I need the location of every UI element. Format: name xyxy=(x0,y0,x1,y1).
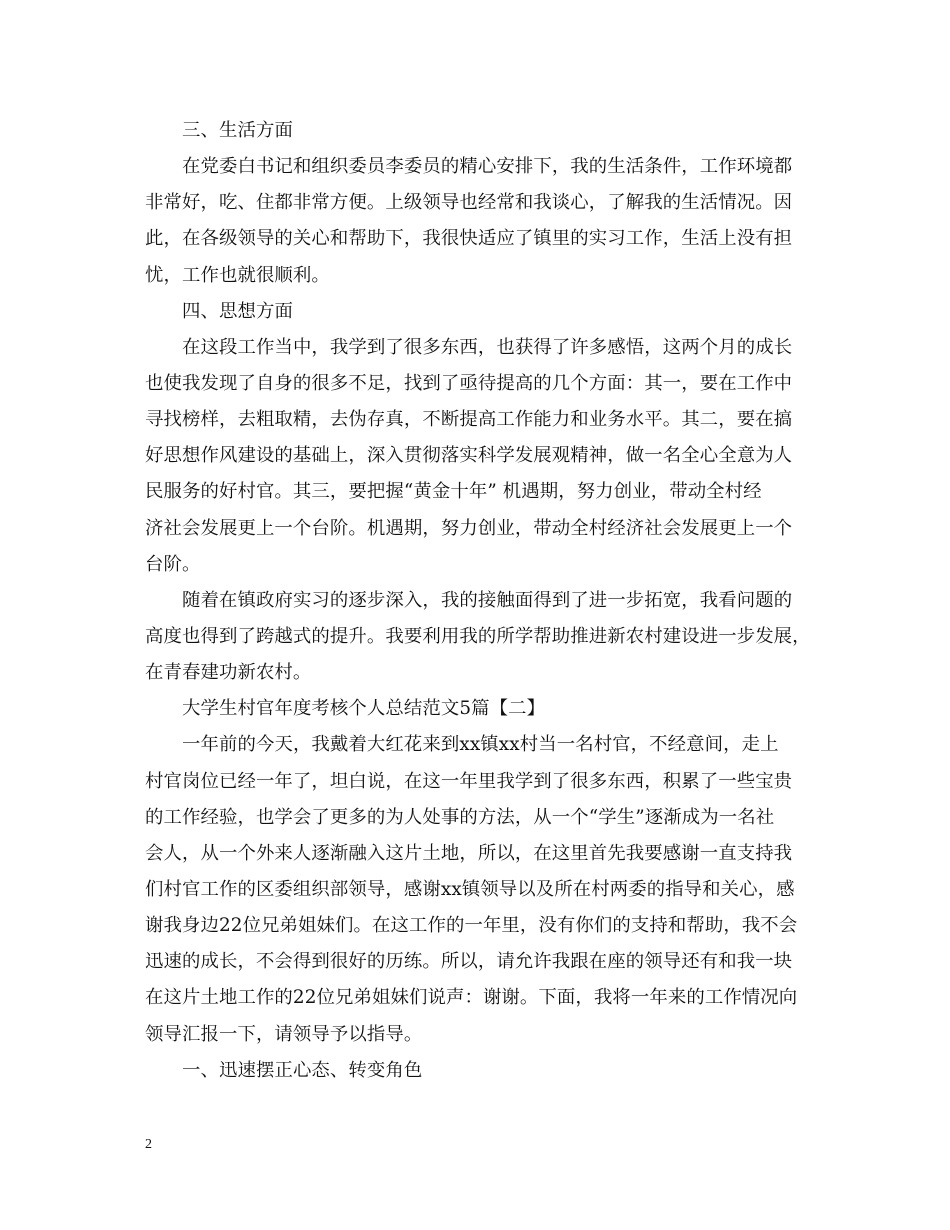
document-body xyxy=(145,113,810,1089)
paragraph-line: 济社会发展更上一个台阶。机遇期，努力创业，带动全村经济社会发展更上一个 xyxy=(145,517,793,539)
section-heading-thought: 四、思想方面 xyxy=(182,300,293,322)
paragraph-line: 在这片土地工作的22位兄弟姐妹们说声：谢谢。下面，我将一年来的工作情况向 xyxy=(145,987,798,1009)
paragraph-line: 寻找榜样，去粗取精，去伪存真，不断提高工作能力和业务水平。其二，要在搞 xyxy=(145,409,793,431)
paragraph-line: 领导汇报一下，请领导予以指导。 xyxy=(145,1023,423,1045)
paragraph-line: 好思想作风建设的基础上，深入贯彻落实科学发展观精神，做一名全心全意为人 xyxy=(145,445,793,467)
paragraph-line: 在党委白书记和组织委员李委员的精心安排下，我的生活条件，工作环境都 xyxy=(182,156,793,178)
section-heading-life: 三、生活方面 xyxy=(182,120,293,141)
paragraph-line: 村官岗位已经一年了，坦白说，在这一年里我学到了很多东西，积累了一些宝贵 xyxy=(145,770,793,792)
paragraph-line: 忧，工作也就很顺利。 xyxy=(145,264,330,286)
paragraph-line: 此，在各级领导的关心和帮助下，我很快适应了镇里的实习工作，生活上没有担 xyxy=(145,228,793,250)
paragraph-line: 在这段工作当中，我学到了很多东西，也获得了许多感悟，这两个月的成长 xyxy=(182,336,793,358)
paragraph-line: 台阶。 xyxy=(145,553,201,575)
paragraph-line: 民服务的好村官。其三，要把握“黄金十年” 机遇期，努力创业，带动全村经 xyxy=(145,481,762,503)
paragraph-line: 会人，从一个外来人逐渐融入这片土地，所以，在这里首先我要感谢一直支持我 xyxy=(145,842,793,864)
page-number: 2 xyxy=(145,1137,152,1152)
paragraph-line: 非常好，吃、住都非常方便。上级领导也经常和我谈心，了解我的生活情况。因 xyxy=(145,192,793,214)
paragraph-line: 的工作经验，也学会了更多的为人处事的方法，从一个“学生”逐渐成为一名社 xyxy=(145,806,775,828)
article-title: 大学生村官年度考核个人总结范文5篇【二】 xyxy=(182,698,546,720)
paragraph-line: 们村官工作的区委组织部领导，感谢xx镇领导以及所在村两委的指导和关心，感 xyxy=(145,878,795,900)
paragraph-line: 谢我身边22位兄弟姐妹们。在这工作的一年里，没有你们的支持和帮助，我不会 xyxy=(145,915,798,937)
section-heading-mindset: 一、迅速摆正心态、转变角色 xyxy=(182,1059,423,1081)
paragraph-line: 迅速的成长，不会得到很好的历练。所以，请允许我跟在座的领导还有和我一块 xyxy=(145,951,793,973)
paragraph-line: 随着在镇政府实习的逐步深入，我的接触面得到了进一步拓宽，我看问题的 xyxy=(182,589,793,611)
paragraph-line: 在青春建功新农村。 xyxy=(145,662,312,684)
paragraph-line: 一年前的今天，我戴着大红花来到xx镇xx村当一名村官，不经意间，走上 xyxy=(182,734,779,756)
paragraph-line: 高度也得到了跨越式的提升。我要利用我的所学帮助推进新农村建设进一步发展， xyxy=(145,625,811,647)
paragraph-line: 也使我发现了自身的很多不足，找到了亟待提高的几个方面：其一，要在工作中 xyxy=(145,372,793,394)
